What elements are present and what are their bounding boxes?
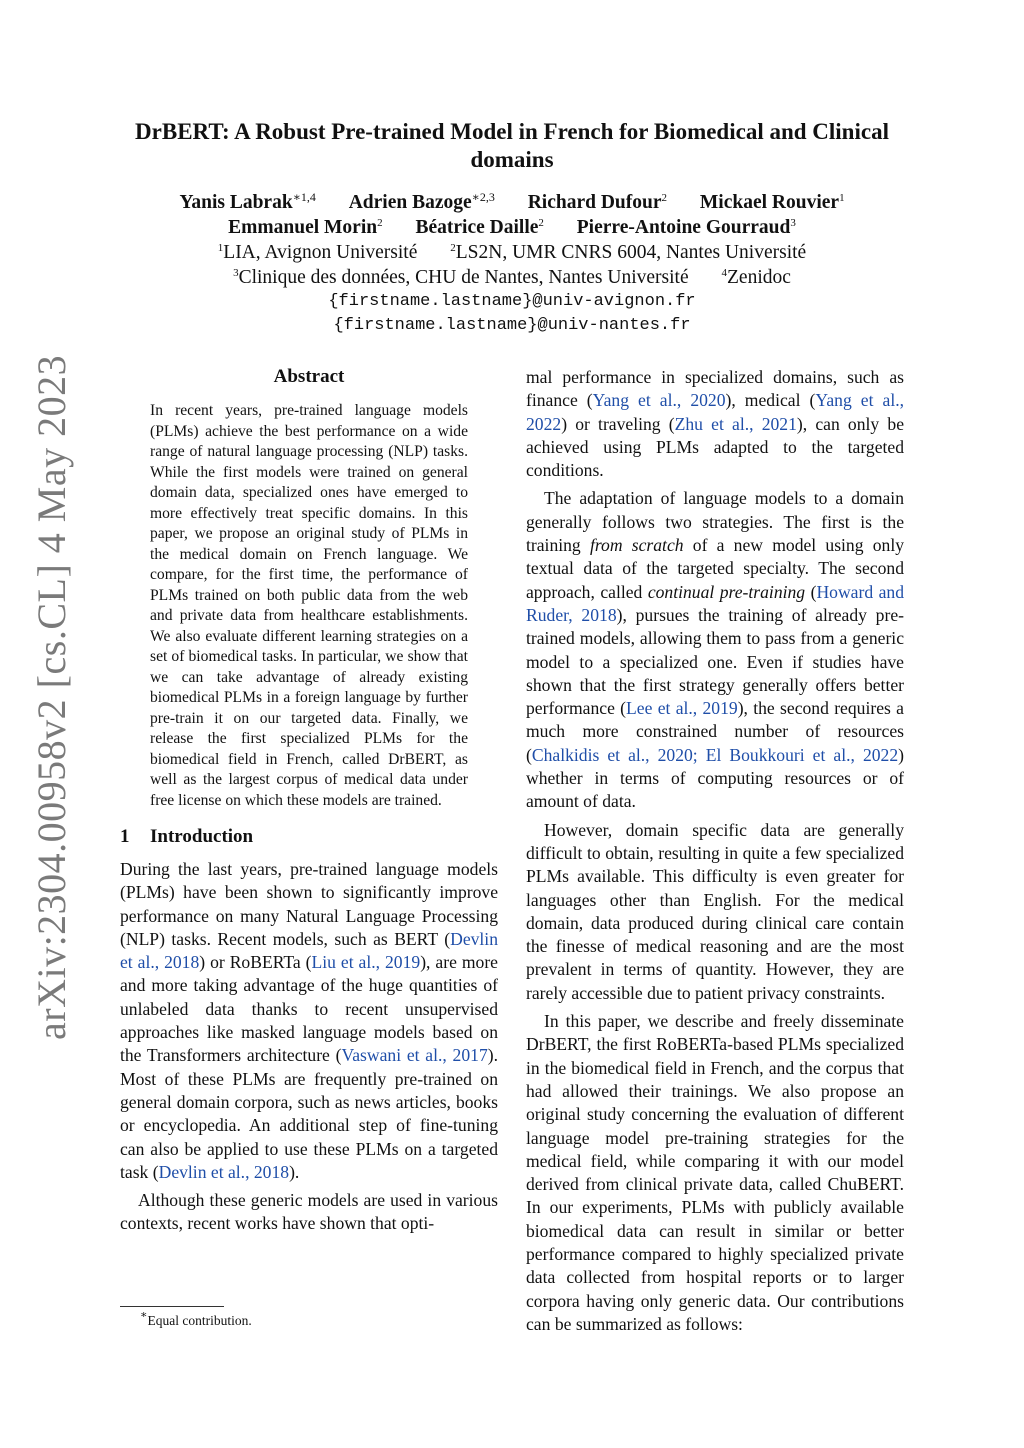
abstract-heading: Abstract <box>273 366 345 387</box>
affiliation: $^2$LS2N, UMR CNRS 6004, Nantes Université <box>450 242 807 263</box>
author: Mickael Rouvier$^1$ <box>699 192 845 213</box>
citation-link[interactable]: Zhu et al., 2021 <box>674 413 797 434</box>
author-row-2 <box>100 215 924 240</box>
author: Pierre-Antoine Gourraud$^3$ <box>576 217 796 238</box>
citation-link[interactable]: Howard and Ruder, 2018 <box>526 581 904 625</box>
citation-link[interactable]: Vaswani et al., 2017 <box>341 1045 488 1066</box>
arxiv-identifier: arXiv:2304.00958v2 [cs.CL] 4 May 2023 <box>29 354 74 1040</box>
email-avignon: {firstname.lastname}@univ-avignon.fr <box>328 292 696 311</box>
affiliation: $^4$Zenidoc <box>721 267 791 288</box>
citation-link[interactable]: Yang et al., 2020 <box>592 390 726 411</box>
abstract-text: In recent years, pre-trained language models (PLMs) achieve the best performance on a wide range of natural language processing (NLP) tasks. While the first models were trained on general domain data, specialized ones have emerged to more effectively treat specific domains. In this paper, we propose an original study of PLMs in the medical domain on French language. We compare, for the first time, the performance of PLMs trained on both public data from the web and private data from healthcare establishments. We also evaluate different learning strategies on a set of biomedical tasks. In particular, we show that we can take advantage of already existing biomedical PLMs in a foreign language by further pre-train it on our targeted data. Finally, we release the first specialized PLMs for the biomedical field in French, called DrBERT, as well as the largest corpus of medical data under free license on which these models are trained. <box>150 402 468 809</box>
right-column <box>526 366 904 1336</box>
section-number: 1 <box>120 826 130 847</box>
intro-paragraph-3: The adaptation of language models to a domain generally follows two strategies. The first is the training from scratch of a new model using only textual data of the targeted specialty. The second approach, called continual pre-training (Howard and Ruder, 2018), pursues the training of already pre-trained models, allowing them to pass from a generic model to a specialized one. Even if studies have shown that the first strategy generally offers better performance (Lee et al., 2019), the second requires a much more constrained number of resources (Chalkidis et al., 2020; El Boukkouri et al., 2022) whether in terms of computing resources or of amount of data. <box>526 488 905 812</box>
author-row-1 <box>100 190 924 215</box>
citation-link[interactable]: Yang et al., 2022 <box>526 390 904 434</box>
intro-paragraph-5: In this paper, we describe and freely disseminate DrBERT, the first RoBERTa-based PLMs specialized in the biomedical field in French, and the corpus that had allowed their trainings. We also propose an original study concerning the evaluation of different language model pre-training strategies for the medical field, while comparing it with our model derived from clinical private data, called ChuBERT. In our experiments, PLMs with publicly available biomedical data can result in similar or better performance compared to highly specialized private data collected from hospital reports or to larger corpora having only generic data. Our contributions can be summarized as follows: <box>526 1011 904 1334</box>
author: Yanis Labrak$^{∗1,4}$ <box>179 190 316 213</box>
author: Béatrice Daille$^2$ <box>415 217 544 238</box>
citation-link[interactable]: Devlin et al., 2018 <box>158 1161 290 1182</box>
affiliation: $^1$LIA, Avignon Université <box>217 242 418 263</box>
section-heading-introduction <box>120 825 498 849</box>
author-block <box>100 190 924 338</box>
citation-link[interactable]: Lee et al., 2019 <box>626 698 738 719</box>
author: Richard Dufour$^2$ <box>527 192 667 213</box>
left-column <box>120 365 498 1236</box>
author: Adrien Bazoge$^{∗2,3}$ <box>348 190 495 213</box>
intro-paragraph-2-continued: mal performance in specialized domains, such as finance (Yang et al., 2020), medical (Yang et al., 2022) or traveling (Zhu et al., 2021), can only be achieved using PLMs adapted to the targeted conditions. <box>526 367 904 481</box>
citation-link[interactable]: Devlin et al., 2018 <box>120 928 498 973</box>
footnote: ∗Equal contribution. <box>140 1309 252 1328</box>
paper-title: DrBERT: A Robust Pre-trained Model in French for Biomedical and Clinical domains <box>135 119 889 172</box>
intro-paragraph-4: However, domain specific data are generally difficult to obtain, resulting in quite a few specialized PLMs available. This difficulty is even greater for languages other than English. For the medical domain, data produced during clinical care contain the finesse of medical reasoning and are the most prevalent in terms of quantity. However, they are rarely accessible due to patient privacy constraints. <box>526 819 904 1003</box>
section-title: Introduction <box>150 826 254 847</box>
intro-paragraph-2: Although these generic models are used in various contexts, recent works have shown that opti- <box>120 1190 498 1234</box>
citation-link[interactable]: Chalkidis et al., 2020; El Boukkouri et al., 2022 <box>531 744 899 765</box>
affiliation: $^3$Clinique des données, CHU de Nantes, Nantes Université <box>233 267 689 288</box>
author: Emmanuel Morin$^2$ <box>228 217 383 238</box>
email-nantes: {firstname.lastname}@univ-nantes.fr <box>333 316 691 335</box>
citation-link[interactable]: Liu et al., 2019 <box>311 952 421 973</box>
intro-paragraph-1: During the last years, pre-trained language models (PLMs) have been shown to significantly improve performance on many Natural Language Processing (NLP) tasks. Recent models, such as BERT (Devlin et al., 2018) or RoBERTa (Liu et al., 2019), are more and more taking advantage of the huge quantities of unlabeled data thanks to recent unsupervised approaches like masked language models based on the Transformers architecture (Vaswani et al., 2017). Most of these PLMs are frequently pre-trained on general domain corpora, such as news articles, books or encyclopedia. An additional step of fine-tuning can also be applied to use these PLMs on a targeted task (Devlin et al., 2018). <box>120 859 499 1182</box>
affiliation-row-2 <box>100 265 924 290</box>
affiliation-row-1 <box>100 240 924 265</box>
footnote-divider <box>120 1306 224 1307</box>
